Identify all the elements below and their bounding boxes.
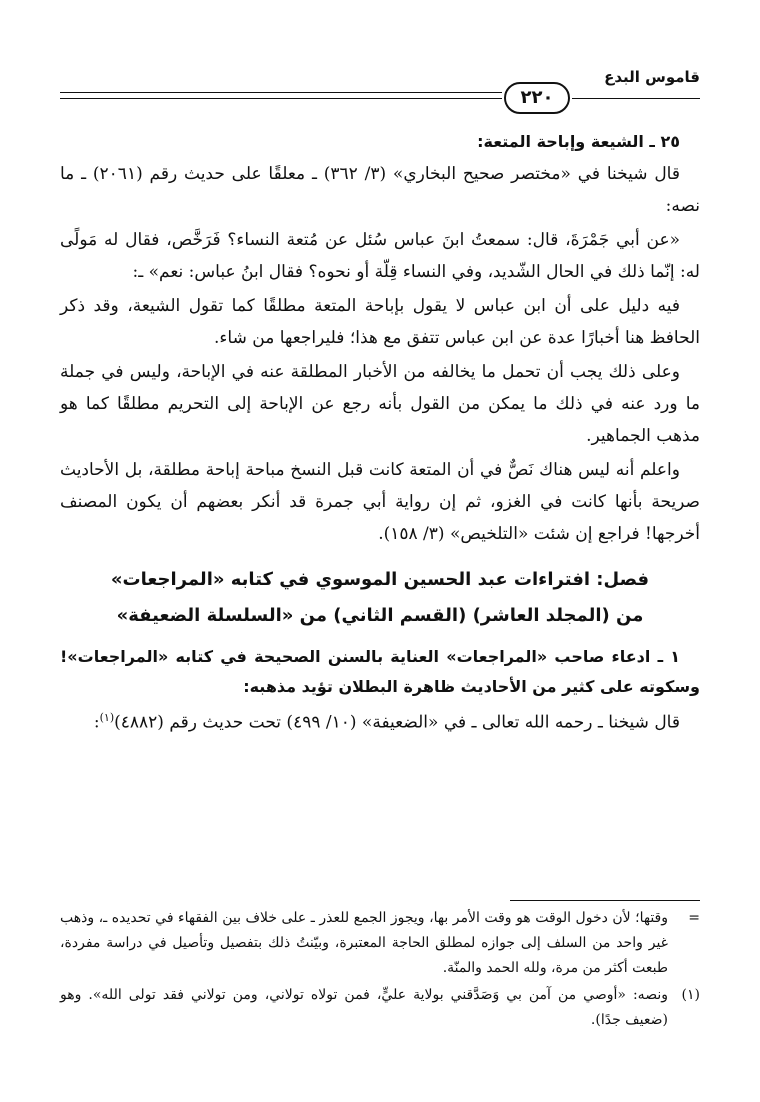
footnote-text: ونصه: «أوصي من آمن بي وَصَدَّقني بولاية عليٍّ، فمن تولاه تولاني، ومن تولاني فقد تولى الله». وهو (ضعيف جدًا). (60, 987, 668, 1028)
commentary-paragraph-3: واعلم أنه ليس هناك نَصٌّ في أن المتعة كانت قبل النسخ مباحة إباحة مطلقة، بل الأحاديث صريحة بأنها كانت في الغزو، ثم إن رواية أبي جمرة قد أنكر بعضهم أن يكون المصنف أخرجها! فراجع إن شئت «التلخيص» (٣/ ١٥٨). (60, 460, 700, 544)
book-title: قاموس البدع (604, 68, 700, 86)
commentary-paragraph-2: وعلى ذلك يجب أن تحمل ما يخالفه من الأخبار المطلقة عنه في الإباحة، وليس في جملة ما ورد عنه في ذلك ما يمكن من القول بأنه رجع عن الإباحة إلى التحريم مطلقًا كما هو مذهب الجماهير. (60, 362, 700, 446)
footnote-mark: (١) (681, 987, 700, 1003)
main-text (60, 126, 700, 739)
footnote-mark: = (688, 910, 700, 926)
section-25-intro: قال شيخنا في «مختصر صحيح البخاري» (٣/ ٣٦٢) ـ معلقًا على حديث رقم (٢٠٦١) ـ ما نصه: (60, 164, 700, 216)
section-25-title: ٢٥ ـ الشيعة وإباحة المتعة: (477, 132, 680, 151)
chapter-heading (60, 562, 700, 634)
footnote-1 (60, 983, 700, 1033)
chapter-heading-line-2: من (المجلد العاشر) (القسم الثاني) من «السلسلة الضعيفة» (116, 605, 644, 626)
footnotes (60, 906, 700, 1035)
page-number: ٢٢٠ (504, 82, 570, 114)
footnote-separator (510, 900, 700, 901)
page-header (60, 64, 700, 108)
section-1-colon: : (93, 712, 100, 733)
header-rule-right (572, 98, 700, 99)
section-1-title: ١ ـ ادعاء صاحب «المراجعات» العناية بالسنن الصحيحة في كتابه «المراجعات»! وسكوته على كثير من الأحاديث ظاهرة البطلان تؤيد مذهبه: (60, 647, 700, 696)
commentary-paragraph-1: فيه دليل على أن ابن عباس لا يقول بإباحة المتعة مطلقًا كما تقول الشيعة، وقد ذكر الحافظ هنا أخبارًا عدة عن ابن عباس تتفق مع هذا؛ فليراجعها من شاء. (60, 296, 700, 348)
section-1-intro-text: قال شيخنا ـ رحمه الله تعالى ـ في «الضعيفة» (١٠/ ٤٩٩) تحت حديث رقم (٤٨٨٢) (114, 712, 680, 733)
footnote-text: وقتها؛ لأن دخول الوقت هو وقت الأمر بها، ويجوز الجمع للعذر ـ على خلاف بين الفقهاء في تحديده ـ، وذهب غير واحد من السلف إلى جوازه لمطلق الحاجة المعتبرة، وبيّنتُ ذلك بتفصيل وتأصيل في دراسة مفردة، طبعت أكثر من مرة، ولله الحمد والمنّة. (60, 910, 668, 976)
chapter-heading-line-1: فصل: افتراءات عبد الحسين الموسوي في كتابه «المراجعات» (110, 569, 650, 590)
footnote-ref-1[interactable]: (١) (99, 711, 115, 724)
hadith-quote: «عن أبي جَمْرَةَ، قال: سمعتُ ابنَ عباس سُئل عن مُتعة النساء؟ فَرَخَّص، فقال له مَولًى له: إنّما ذلك في الحال الشّديد، وفي النساء قِلّة أو نحوه؟ فقال ابنُ عباس: نعم» ـ: (60, 230, 700, 282)
header-rule-left (60, 92, 502, 99)
footnote-continued (60, 906, 700, 981)
section-1-intro (60, 702, 700, 739)
